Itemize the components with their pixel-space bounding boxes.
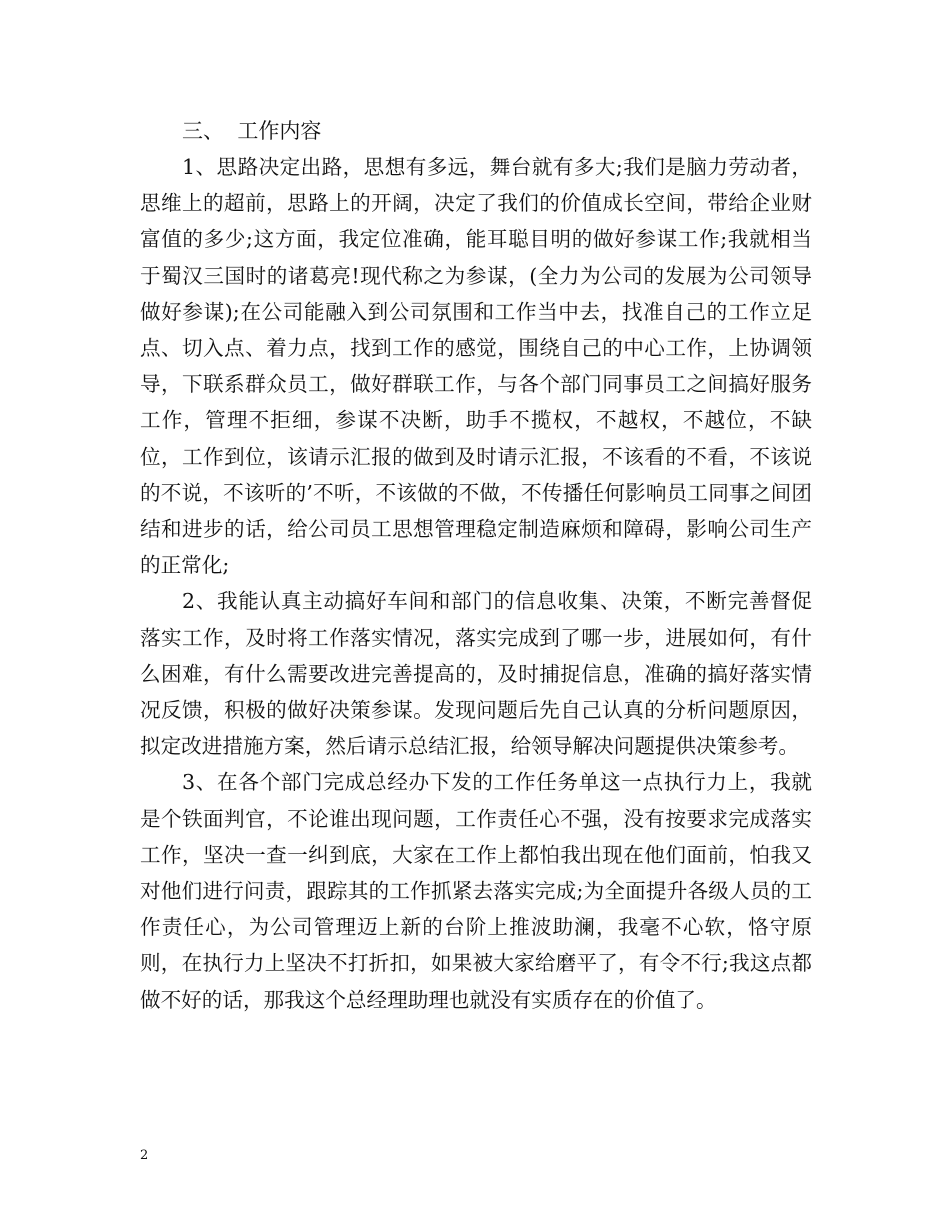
- paragraph-2: 2、我能认真主动搞好车间和部门的信息收集、决策，不断完善督促落实工作，及时将工作落实情况，落实完成到了哪一步，进展如何，有什么困难，有什么需要改进完善提高的，及时捕捉信息，准确的搞好落实情况反馈，积极的做好决策参谋。发现问题后先自己认真的分析问题原因，拟定改进措施方案，然后请示总结汇报，给领导解决问题提供决策参考。: [140, 589, 812, 759]
- document-body: [140, 113, 812, 1018]
- paragraph-1: 1、思路决定出路，思想有多远，舞台就有多大;我们是脑力劳动者，思维上的超前，思路上的开阔，决定了我们的价值成长空间，带给企业财富值的多少;这方面，我定位准确，能耳聪目明的做好参谋工作;我就相当于蜀汉三国时的诸葛亮!现代称之为参谋，(全力为公司的发展为公司领导做好参谋);在公司能融入到公司氛围和工作当中去，找准自己的工作立足点、切入点、着力点，找到工作的感觉，围绕自己的中心工作，上协调领导，下联系群众员工，做好群联工作，与各个部门同事员工之间搞好服务工作，管理不拒细，参谋不决断，助手不揽权，不越权，不越位，不缺位，工作到位，该请示汇报的做到及时请示汇报，不该看的不看，不该说的不说，不该听的’不听，不该做的不做，不传播任何影响员工同事之间团结和进步的话，给公司员工思想管理稳定制造麻烦和障碍，影响公司生产的正常化;: [140, 155, 812, 578]
- section-heading: 三、 工作内容: [182, 119, 322, 143]
- page-number: 2: [140, 1148, 149, 1163]
- paragraph-3: 3、在各个部门完成总经办下发的工作任务单这一点执行力上，我就是个铁面判官，不论谁出现问题，工作责任心不强，没有按要求完成落实工作，坚决一查一纠到底，大家在工作上都怕我出现在他们面前，怕我又对他们进行问责，跟踪其的工作抓紧去落实完成;为全面提升各级人员的工作责任心，为公司管理迈上新的台阶上推波助澜，我毫不心软，恪守原则，在执行力上坚决不打折扣，如果被大家给磨平了，有令不行;我这点都做不好的话，那我这个总经理助理也就没有实质存在的价值了。: [140, 770, 812, 1012]
